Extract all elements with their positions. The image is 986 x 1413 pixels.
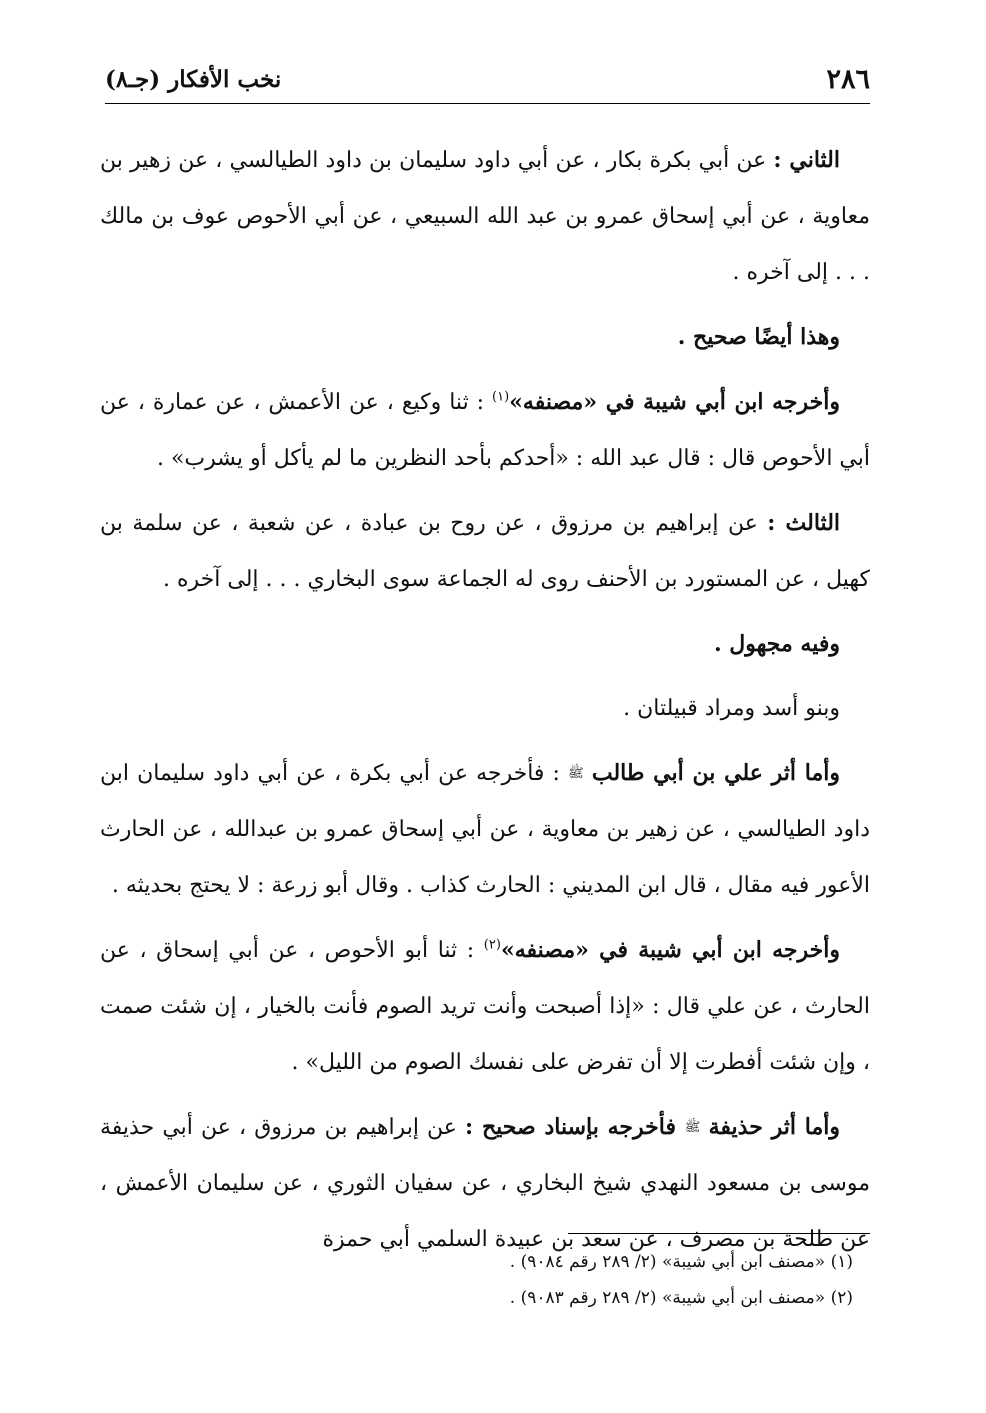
paragraph-lead: الثالث :	[767, 510, 841, 536]
paragraph-ali-report	[100, 745, 870, 914]
paragraph-lead: وفيه مجهول .	[713, 631, 840, 657]
paragraph-body: عن أبي بكرة بكار ، عن أبي داود سليمان بن داود الطيالسي ، عن زهير بن معاوية ، عن أبي إسحاق عمرو بن عبد الله السبيعي ، عن أبي الأحوص عوف بن مالك . . . إلى آخره .	[100, 148, 870, 285]
paragraph-body: : فأخرجه عن أبي بكرة ، عن أبي داود سليمان ابن داود الطيالسي ، عن زهير بن معاوية ، عن أبي إسحاق عمرو بن عبدالله ، عن الحارث الأعور فيه مقال ، قال ابن المديني : الحارث كذاب . وقال أبو زرعة : لا يحتج بحديثه .	[100, 761, 870, 898]
paragraph-body: عن إبراهيم بن مرزوق ، عن أبي حذيفة موسى بن مسعود النهدي شيخ البخاري ، عن سفيان الثوري ، عن سليمان الأعمش ، عن طلحة بن مصرف ، عن سعد بن عبيدة السلمي أبي حمزة	[100, 1115, 870, 1252]
page-header	[105, 62, 870, 104]
paragraph-verdict-1	[100, 309, 870, 366]
paragraph-lead: وأخرجه ابن أبي شيبة في «مصنفه»	[500, 937, 840, 963]
paragraph-hudhayfa-report	[100, 1099, 870, 1268]
paragraph-lead: وأما أثر علي بن أبي طالب	[591, 760, 840, 786]
paragraph-body: : ثنا وكيع ، عن الأعمش ، عن عمارة ، عن أبي الأحوص قال : قال عبد الله : «أحدكم بأحد النظرين ما لم يأكل أو يشرب» .	[100, 390, 870, 471]
footnote-1: (١) «مصنف ابن أبي شيبة» (٢/ ٢٨٩ رقم ٩٠٨٤) .	[509, 1252, 853, 1272]
paragraph-ibn-abi-shayba-2	[100, 922, 870, 1091]
paragraph-tribes-note	[100, 681, 870, 737]
paragraph-body: وبنو أسد ومراد قبيلتان .	[623, 696, 840, 721]
paragraph-lead: وأخرجه ابن أبي شيبة في «مصنفه»	[509, 389, 840, 415]
page-number: ٢٨٦	[826, 64, 870, 95]
paragraph-lead-2: فأخرجه بإسناد صحيح :	[465, 1114, 685, 1140]
header-divider	[105, 103, 870, 104]
paragraph-second-chain	[100, 132, 870, 301]
paragraph-third-chain	[100, 495, 870, 608]
honorific-glyph: ﷺ	[568, 766, 584, 781]
paragraph-ibn-abi-shayba-1	[100, 374, 870, 487]
footnote-divider	[568, 1233, 870, 1234]
main-text	[100, 132, 870, 1276]
paragraph-lead: وهذا أيضًا صحيح .	[677, 324, 840, 350]
paragraph-body: : ثنا أبو الأحوص ، عن أبي إسحاق ، عن الحارث ، عن علي قال : «إذا أصبحت وأنت تريد الصوم فأنت بالخيار ، إن شئت صمت ، وإن شئت أفطرت إلا أن تفرض على نفسك الصوم من الليل» .	[100, 938, 870, 1075]
paragraph-body: عن إبراهيم بن مرزوق ، عن روح بن عبادة ، عن شعبة ، عن سلمة بن كهيل ، عن المستورد بن الأحنف روى له الجماعة سوى البخاري . . . إلى آخره .	[100, 511, 870, 592]
paragraph-lead: الثاني :	[773, 147, 840, 173]
paragraph-lead: وأما أثر حذيفة	[708, 1114, 840, 1140]
footnotes	[100, 1244, 853, 1316]
paragraph-verdict-2	[100, 616, 870, 673]
footnote-ref-1[interactable]: (١)	[492, 389, 510, 405]
footnote-ref-2[interactable]: (٢)	[483, 937, 501, 953]
honorific-glyph: ﷺ	[684, 1120, 701, 1135]
footnote-2: (٢) «مصنف ابن أبي شيبة» (٢/ ٢٨٩ رقم ٩٠٨٣) .	[509, 1288, 853, 1308]
book-title: نخب الأفكار (جـ٨)	[105, 66, 282, 93]
